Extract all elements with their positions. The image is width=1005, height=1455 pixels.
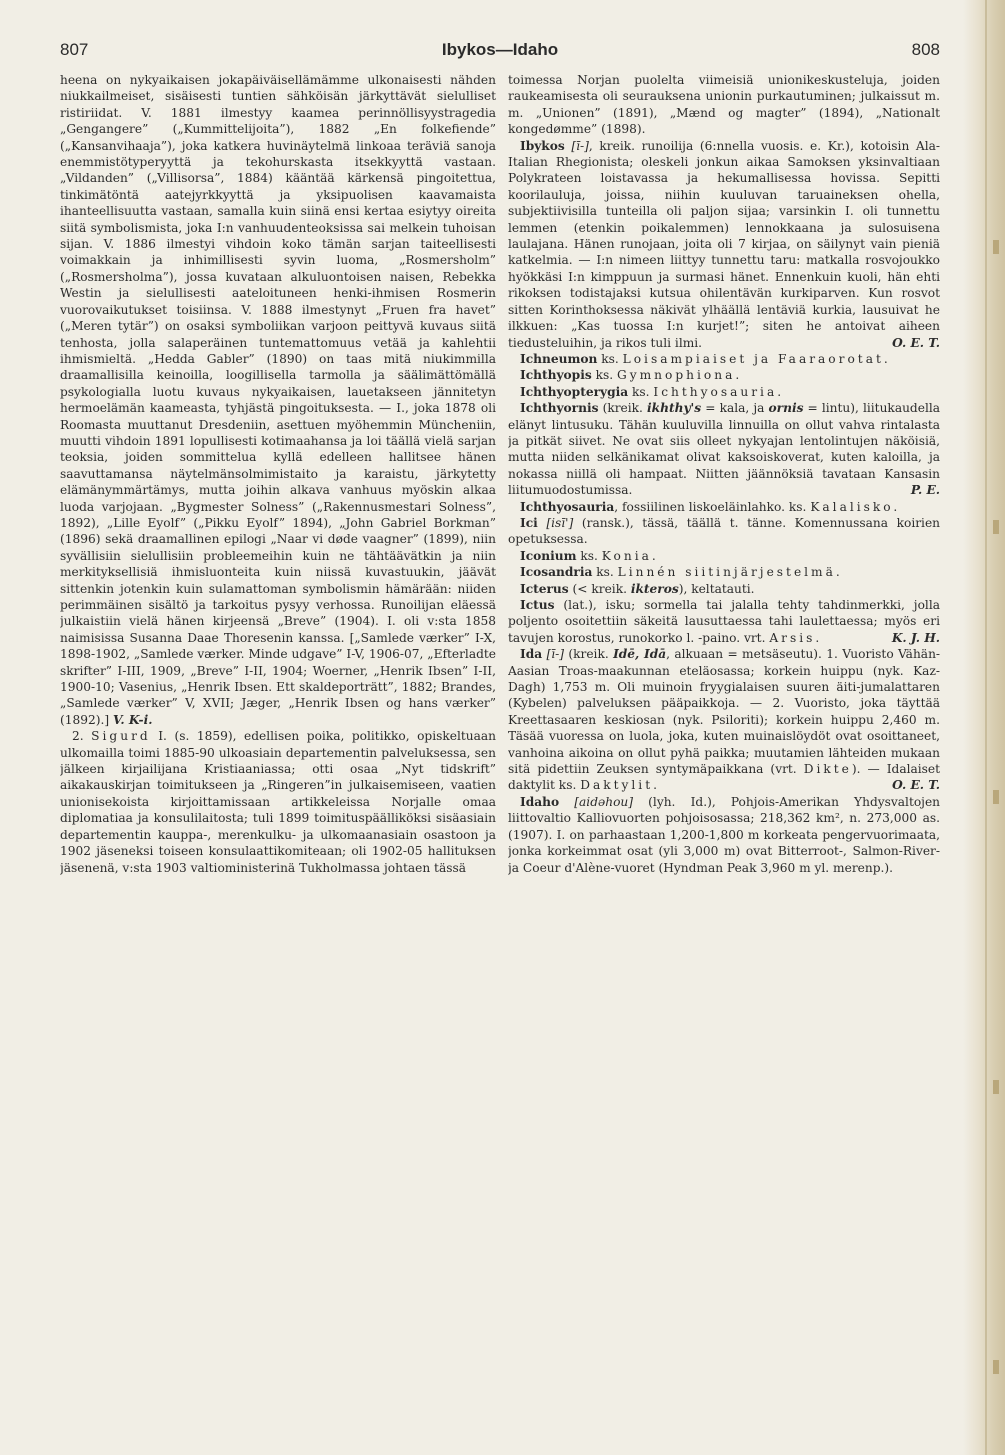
headword: Icosandria bbox=[520, 565, 593, 580]
entry-ida: Ida [ī-] (kreik. Idē, Idā, alkuaan = metsäseutu). 1. Vuoristo Vähän-Aasian Troas-maakunnan eteläosassa; korkein huippu (nyk. Kaz-Dagh) 1,753 m. Oli muinoin fryygialaisen suuren äiti-jumalattaren (Kybelen) palveluksen pääpaikkoja. — 2. Vuoristo, joka täyttää Kreettasaaren keskiosan (nyk. Psiloriti); korkein huippu 2,460 m. Täsää vuoressa on luola, joka, kuten muinaislöydöt ovat osoittaneet, vanhoina aikoina on ollut pyhä paikka; muutamien lähteiden mukaan sitä pidettiin Zeuksen syntymäpaikkana (vrt. Dikte). — Idalaiset daktylit ks. Daktylit. O. E. T. bbox=[508, 647, 940, 793]
entry-ichthyopterygia: Ichthyopterygia ks. Ichthyosauria. bbox=[520, 384, 785, 399]
entry-name: Sigurd bbox=[91, 729, 151, 744]
binding-mark bbox=[993, 240, 999, 254]
entry-ichthyornis: Ichthyornis (kreik. ikhthy's = kala, ja ornis = lintu), liitukaudella elänyt lintusuku. Tähän kuuluvilla linnuilla on ollut vahva rintalasta ja pitkät siivet. Ne ovat siis olleet nykyajan lentolintujen näköisiä, mutta niiden selkänikamat olivat kaksoiskoverat, kuten kaloilla, ja nokassa niillä oli hampaat. Niitten jäännöksiä tavataan Kansasin liitumuodostumissa. P. E. bbox=[508, 401, 940, 498]
running-title: Ibykos—Idaho bbox=[441, 40, 559, 59]
sigurd-continuation: toimessa Norjan puolelta viimeisiä unionikeskusteluja, joiden raukeamisesta oli seurauksena unionin purkautuminen; julkaissut m. m. „Unionen” (1891), „Mænd og magter” (1894), „Nationalt kongedømme” (1898). bbox=[508, 73, 940, 137]
left-column bbox=[60, 72, 496, 1392]
cross-reference: Konia. bbox=[601, 548, 659, 563]
headword: Iconium bbox=[520, 548, 577, 563]
page-header bbox=[60, 40, 940, 66]
headword: Ichthyopterygia bbox=[520, 384, 629, 399]
entry-ichthyosauria: Ichthyosauria, fossiilinen liskoeläinlahko. ks. Kalalisko. bbox=[520, 499, 901, 514]
signature: O. E. T. bbox=[892, 335, 940, 350]
signature: V. K-i. bbox=[113, 712, 153, 727]
cross-reference: Loisampiaiset ja Faaraorotat. bbox=[622, 351, 891, 366]
headword: Ida bbox=[520, 647, 543, 662]
headword: Idaho bbox=[520, 794, 560, 809]
cross-reference: Dikte bbox=[803, 762, 852, 777]
entry-ichneumon: Ichneumon ks. Loisampiaiset ja Faaraorotat. bbox=[520, 351, 891, 366]
signature: P. E. bbox=[910, 483, 940, 498]
entry-idaho: Idaho [aidəhou] (lyh. Id.), Pohjois-Amerikan Yhdysvaltojen liittovaltio Kalliovuorten pohjoisosassa; 218,362 km², n. 273,000 as. (1907). I. on parhaastaan 1,200-1,800 m korkeata pengervuorimaata, jonka korkeimmat osat (yli 3,000 m) ovat Bitterroot-, Salmon-River- ja Coeur d'Alène-vuoret (Hyndman Peak 3,960 m yl. merenp.). bbox=[508, 794, 940, 875]
headword: Ichneumon bbox=[520, 351, 598, 366]
cross-reference: Arsis. bbox=[769, 630, 823, 645]
binding-mark bbox=[993, 790, 999, 804]
book-binding-edge bbox=[963, 0, 1005, 1455]
cross-reference: Kalalisko. bbox=[810, 499, 901, 514]
cross-reference: Ichthyosauria. bbox=[653, 384, 785, 399]
cross-reference: Gymnophiona. bbox=[616, 368, 743, 383]
page-number-right: 808 bbox=[911, 40, 940, 59]
entry-ictus: Ictus (lat.), isku; sormella tai jalalla tehty tahdinmerkki, jolla poljento osoitettiin säkeitä lausuttaessa tahi laulettaessa; myös eri tavujen korostus, runokorko l. -paino. vrt. Arsis. K. J. H. bbox=[508, 598, 940, 645]
cross-reference: Daktylit. bbox=[580, 778, 660, 793]
headword: Icterus bbox=[520, 581, 569, 596]
entry-icosandria: Icosandria ks. Linnén siitinjärjestelmä. bbox=[520, 565, 843, 580]
entry-ibykos: Ibykos [ī-], kreik. runoilija (6:nnella vuosis. e. Kr.), kotoisin Ala-Italian Rhegionista; oleskeli jonkun aikaa Samoksen yksinvaltiaan Polykrateen loistavassa ja hekumallisessa hovissa. Sepitti koorilauluja, joissa, niihin kuuluvan taruaineksen ohella, subjektiivisilla tunteilla oli paljon sijaa; varsinkin I. oli tunnettu lemmen (etenkin poikalemmen) lennokkaana ja sulosuisena laulajana. Hänen runojaan, joita oli 7 kirjaa, on säilynyt vain pieniä katkelmia. — I:n nimeen liittyy tunnettu taru: matkalla rosvojoukko hyökkäsi I:n kimppuun ja surmasi hänet. Ennenkuin kuoli, hän ehti rikoksen todistajaksi kutsua ohilentävän kurkiparven. Kun rosvot sitten Korinthoksessa näkivät ylhäällä lentäviä kurkia, lausuivat he ilkkuen: „Kas tuossa I:n kurjet!”; siten he antoivat aiheen tiedusteluihin, ja rikos tuli ilmi. O. E. T. bbox=[508, 138, 940, 350]
headword: Ibykos bbox=[520, 138, 565, 153]
cross-reference: Linnén siitinjärjestelmä. bbox=[617, 565, 843, 580]
binding-mark bbox=[993, 520, 999, 534]
binding-line bbox=[985, 0, 987, 1455]
headword: Ichthyornis bbox=[520, 401, 599, 416]
signature: K. J. H. bbox=[891, 630, 940, 645]
headword: Ictus bbox=[520, 598, 555, 612]
signature: O. E. T. bbox=[892, 778, 940, 793]
page-number-left: 807 bbox=[60, 40, 89, 59]
sigurd-ibsen-entry: 2. Sigurd I. (s. 1859), edellisen poika, politikko, opiskeltuaan ulkomailla toimi 1885-90 ulkoasiain departementin palveluksessa, sen jälkeen kirjailijana Kristiaaniassa; otti osaa „Nyt tidskrift” aikakauskirjan toimitukseen ja „Ringeren”in julkaisemiseen, vaatien unionisekoista kirjoittamissaan artikkeleissa Norjalle omaa diplomatiaa ja konsulilaitosta; tuli 1899 toimituspäälliköksi sisäasiain departementin kauppa-, merenkulku- ja ulkomaanasiain osastoon ja 1902 jäseneksi toiseen konsulaattikomiteaan; oli 1902-05 hallituksen jäsenenä, v:sta 1903 valtioministerinä Tukholmassa johtaen tässä bbox=[60, 729, 496, 875]
headword: Ici bbox=[520, 515, 538, 530]
headword: Ichthyopis bbox=[520, 368, 592, 383]
binding-mark bbox=[993, 1360, 999, 1374]
entry-iconium: Iconium ks. Konia. bbox=[520, 548, 659, 563]
entry-ici: Ici [isī'] (ransk.), tässä, täällä t. tänne. Komennussana koirien opetuksessa. bbox=[508, 515, 940, 547]
right-column bbox=[508, 72, 940, 1392]
binding-mark bbox=[993, 1080, 999, 1094]
headword: Ichthyosauria bbox=[520, 499, 615, 514]
ibsen-continuation: heena on nykyaikaisen jokapäiväisellämämme ulkonaisesti nähden niukkailmeiset, sisäisesti tuntien sähköisän järkyttävät sielulliset ristiriidat. V. 1881 ilmestyy kaamea perinnöllisyystragedia „Gengangere” („Kummittelijoita”), 1882 „En folkefiende” („Kansanvihaaja”), joka katkera huvinäytelmä linkoaa teräviä sanoja enemmistötyperyyttä ja tekohurskasta itsekkyyttä vastaan. „Vildanden” („Villisorsa”, 1884) kääntää kärkensä pingoitettua, tinkimätöntä aatejyrkkyyttä ja yksipuolisen kaavamaista ihanteellisuutta vastaan, samalla kuin siinä ensi kertaa esiytyy oireita siitä symbolismista, joka I:n vanhuudenteoksissa sai melkein tuhoisan sijan. V. 1886 ilmestyi vihdoin koko tämän sarjan taiteellisesti voimakkain ja inhimillisesti syvin luoma, „Rosmersholm” („Rosmersholma”), jossa kuvataan alkuluontoisen naisen, Rebekka Westin ja sielullisesti aateloituneen henki-ihmisen Rosmerin vuorovaikutukset toisiinsa. V. 1888 ilmestynyt „Fruen fra havet” („Meren tytär”) on osaksi symboliikan varjoon peittyvä kuvaus siitä tenhosta, jolla salaperäinen tuntemattomuus vetää ja kahlehtii ihmismieltä. „Hedda Gabler” (1890) on taas mitä niukimmilla draamallisilla keinoilla, loogillisella tarmolla ja säälimättömällä psykologialla luotu kuvaus nykyaikaisen, lauetakseen jännitetyn hermoelämän kaameasta, tyhjästä pingoituksesta. — I., joka 1878 oli Roomasta muuttanut Dresdeniin, asettuen myöhemmin Müncheniin, muutti vihdoin 1891 lopullisesti kotimaahansa ja loi täällä vielä sarjan teoksia, joiden sommittelua kyllä edelleen hallitsee hänen saavuttamansa näytelmänsolmimistaito ja karaistu, järkytetty elämänymmärtämys, mutta joihin alkava vanhuus myöskin alkaa luoda varjojaan. „Bygmester Solness” („Rakennusmestari Solness”, 1892), „Lille Eyolf” („Pikku Eyolf” 1894), „John Gabriel Borkman” (1896) sekä draamallinen epilogi „Naar vi døde vaagner” (1899), niin syvällisiin sielullisiin probleemeihin kuin ne tähtäävätkin ja niin merkityksellisiä ihmisluonteita kuin niissä kuvastuukin, jäävät sittenkin jotenkin kuin sulamattoman symbolismin hämärään: niiden perimmäinen sisältö ja tarkoitus pysyy verhossa. Runoilijan eläessä julkaistiin vielä hänen kirjeensä „Breve” (1904). I. oli v:sta 1858 naimisissa Susanna Daae Thoresenin kanssa. [„Samlede værker” I-X, 1898-1902, „Samlede værker. Minde udgave” I-V, 1906-07, „Efterladte skrifter” I-III, 1909, „Breve” I-II, 1904; Woerner, „Henrik Ibsen” I-II, 1900-10; Vasenius, „Henrik Ibsen. Ett skaldeporträtt”, 1882; Brandes, „Samlede værker” V, XVII; Jæger, „Henrik Ibsen og hans værker” (1892).] V. K-i. bbox=[60, 73, 496, 727]
entry-icterus: Icterus (< kreik. ikteros), keltatauti. bbox=[520, 581, 755, 596]
entry-ichthyopis: Ichthyopis ks. Gymnophiona. bbox=[520, 368, 743, 383]
